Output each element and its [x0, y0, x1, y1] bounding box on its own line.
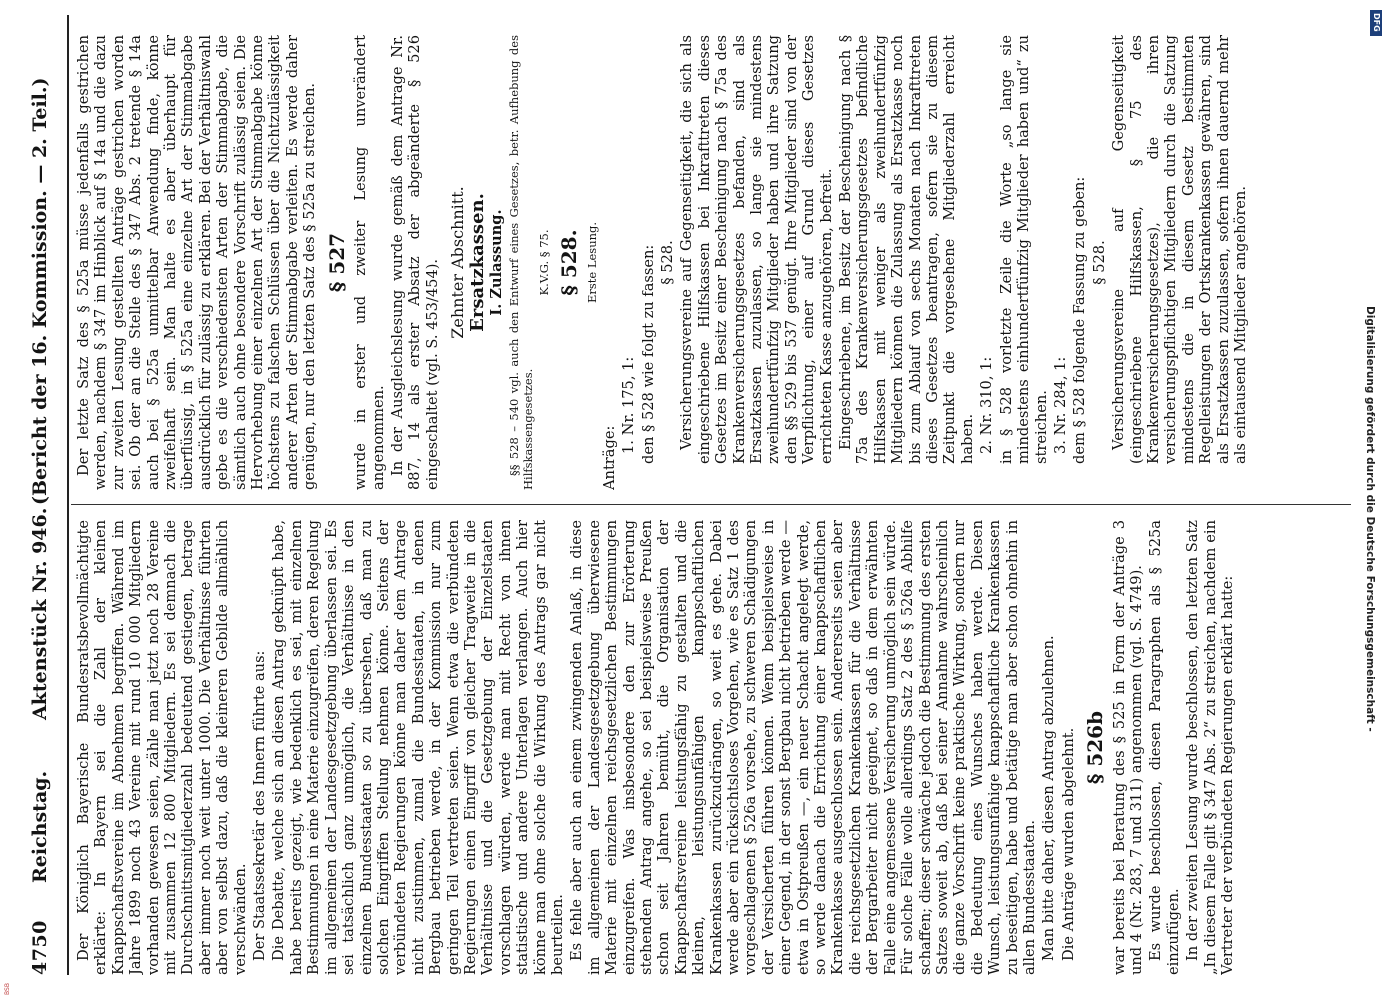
library-mark [4, 975, 14, 997]
reading-label: Erste Lesung. [584, 221, 599, 304]
running-header [25, 15, 69, 975]
column-divider [71, 504, 1351, 505]
paragraph: Man bitte daher, diesen Antrag abzulehnen. [1040, 635, 1058, 961]
paragraph: Es wurde beschlossen, diesen Paragraphen als § 525a einzufügen. [1147, 520, 1182, 975]
footnote-ref: K.V.G. § 75. [537, 229, 552, 296]
paragraph: Die Debatte, welche sich an diesen Antrag geknüpft habe, habe bereits gezeigt, wie bedenklich es sei, mit einzelnen Bestimmungen in eine Materie einzugreifen, deren Regelung im allgemeinen der Landesgesetzgebung überlassen sei. Es sei tatsächlich ganz unmöglich, die Verhältnisse in den einzelnen Bundesstaaten so zu übersehen, daß man zu solchen Eingriffen Stellung nehmen könne. Seitens der verbündeten Regierungen könne man daher dem Antrage nicht zustimmen, zumal die Bundesstaaten, in denen Bergbau betrieben werde, in der Kommission nur zum geringen Teil vertreten seien. Wenn etwa die verbündeten Regierungen einen Eingriff von gleicher Tragweite in die Verhältnisse und die Gesetzgebung der Einzelstaaten vorschlagen würden, werde man mit Recht von ihnen statistische und andere Unterlagen verlangen. Auch hier könne man ohne solche die Wirkung des Antrags gar nicht beurteilen. [270, 520, 566, 975]
motion-1-head: 1. Nr. 175, 1: [620, 356, 638, 454]
motion-1-quote-2: Eingeschriebene, im Besitz der Bescheinigung nach § 75a des Krankenversicherungsgesetzes befindliche Hilfskassen mit weniger als zweihundertfünfzig Mitgliedern können die Zulassung als Ersatzkasse noch bis zum Ablauf von sechs Monaten nach Inkrafttreten dieses Gesetzes beantragen, sofern sie zu diesem Zeitpunkt die vorgesehene Mitgliederzahl erreicht haben. [837, 35, 976, 464]
paragraph: Die Anträge wurden abgelehnt. [1059, 727, 1077, 961]
motion-1-paragraph: § 528. [658, 240, 676, 285]
motion-3-quote: Versicherungsvereine auf Gegenseitigkeit (eingeschriebene Hilfskassen, § 75 des Krankenversicherungsgesetzes), die ihren versicherungspflichtigen Mitgliedern durch die Satzung mindestens die in diesem Gesetz bestimmten Regelleistungen der Ortskrankenkassen gewähren, sind als Ersatzkassen zuzulassen, sofern ihnen dauernd mehr als eintausend Mitglieder angehören. [1110, 35, 1249, 464]
motion-3-text: dem § 528 folgende Fassung zu geben: [1071, 176, 1089, 464]
motion-1-quote-1: Versicherungsvereine auf Gegenseitigkeit, die sich als eingeschriebene Hilfskassen bei Inkrafttreten dieses Gesetzes im Besitz einer Bescheinigung nach § 75a des Krankenversicherungsgesetzes befanden, sind als Ersatzkassen zuzulassen, so lange sie mindestens zweihundertfünfzig Mitglieder haben und ihre Satzung den §§ 529 bis 537 genügt. Ihre Mitglieder sind von der Verpflichtung, einer auf Grund dieses Gesetzes errichteten Kasse anzugehören, befreit. [678, 35, 835, 464]
motion-3-paragraph: § 528. [1090, 240, 1108, 285]
motions-label: Anträge: [600, 425, 618, 490]
motion-3-head: 3. Nr. 284, 1: [1051, 356, 1069, 454]
motion-2-text: in § 528 vorletzte Zeile die Worte „so lange sie mindestens einhundertfünfzig Mitglieder haben und“ zu streichen. [997, 35, 1050, 464]
section-heading-528: § 528. [557, 229, 582, 296]
rotated-page [25, 15, 1355, 975]
motion-1-text: den § 528 wie folgt zu fassen: [639, 244, 657, 464]
paragraph: war bereits bei Beratung des § 525 in Form der Anträge 3 und 4 (Nr. 283, 7 und 311) angenommen (vgl. S. 4749). [1110, 520, 1145, 975]
page-number: 4750 [29, 920, 51, 975]
paragraph: Es fehle aber auch an einem zwingenden Anlaß, in diese im allgemeinen der Landesgesetzgebung überwiesene Materie mit einzelnen reichsgesetzlichen Bestimmungen einzugreifen. Was insbesondere den zur Erörterung stehenden Antrag angehe, so sei beispielsweise Preußen schon seit Jahren bemüht, die Organisation der Knappschaftsvereine leistungsfähig zu gestalten und die kleinen, leistungsunfähigen knappschaftlichen Krankenkassen zurückzudrängen, so weit es gehe. Dabei werde aber ein rücksichtsloses Vorgehen, wie es Satz 1 des vorgeschlagenen § 526a vorsehe, zu schweren Schädigungen der Versicherten führen können. Wenn beispielsweise in einer Gegend, in der sonst Bergbau nicht betrieben werde — etwa in Ostpreußen —, ein neuer Schacht angelegt werde, so werde danach die Errichtung einer knappschaftlichen Krankenkasse ausgeschlossen sein. Andererseits seien aber die reichsgesetzlichen Krankenkassen für die Verhältnisse der Bergarbeiter nicht geeignet, so daß in dem erwähnten Falle eine angemessene Versicherung unmöglich sein würde. Für solche Fälle wolle allerdings Satz 2 des § 526a Abhilfe schaffen; dieser schwäche jedoch die Bestimmung des ersten Satzes soweit ab, daß bei seiner Annahme wahrscheinlich die ganze Vorschrift keine praktische Wirkung, sondern nur die Bedeutung eines Wunsches haben werde. Diesen Wunsch, leistungsunfähige knappschaftliche Krankenkassen zu beseitigen, habe und betätige man aber schon ohnehin in allen Bundesstaaten. [568, 520, 1038, 975]
header-middle: Aktenstück Nr. 946. [29, 507, 51, 720]
section-heading-527: § 527 [324, 232, 349, 293]
library-mark-text: BSB [4, 983, 11, 995]
chapter-heading: Zehnter Abschnitt. [448, 186, 468, 339]
header-right: (Bericht der 16. Kommission. — 2. Teil.) [29, 77, 51, 505]
paragraph: Der letzte Satz des § 525a müsse jedenfalls gestrichen werden, nachdem § 347 im Hinblick auf § 14a und die dazu zur zweiten Lesung gestellten Anträge gestrichen worden sei. Ob der an die Stelle des § 347 Abs. 2 tretende § 14a auch bei § 525a unmittelbar Anwendung finde, könne zweifelhaft sein. Man halte es aber überhaupt für überflüssig, in § 525a eine einzelne Art der Stimmabgabe ausdrücklich für zulässig zu erklären. Bei der Verhältniswahl gebe es die verschiedensten Arten der Stimmabgabe, die sämtlich auch ohne besondere Vorschrift zulässig seien. Die Hervorhebung einer einzelnen Art der Stimmabgabe könne höchstens zu falschen Schlüssen über die Nichtzulässigkeit anderer Arten der Stimmabgabe verleiten. Es werde daher genügen, nur den letzten Satz des § 525a zu streichen. [75, 35, 319, 490]
paragraph: wurde in erster und zweiter Lesung unverändert angenommen. [352, 35, 387, 490]
header-left: Reichstag. [29, 770, 51, 883]
paragraph: Der Königlich Bayerische Bundesratsbevollmächtigte erklärte: In Bayern sei die Zahl der kleinen Knappschaftsvereine im Abnehmen begriffen. Während im Jahre 1899 noch 43 Vereine mit rund 10 000 Mitgliedern vorhanden gewesen seien, zähle man jetzt noch 28 Vereine mit zusammen 12 800 Mitgliedern. Es sei demnach die Durchschnittsmitgliederzahl bedeutend gestiegen, betrage aber immer noch weit unter 1000. Die Verhältnisse führten aber von selbst dazu, daß die kleineren Gebilde allmählich verschwänden. [75, 520, 249, 975]
paragraph: Der Staatssekretär des Innern führte aus: [251, 650, 269, 961]
header-rule [67, 15, 69, 975]
footnote: §§ 528 – 540 vgl. auch den Entwurf eines Gesetzes, betr. Aufhebung des Hilfskassengesetzes. [507, 35, 536, 490]
dfg-logo-text: DFG [1372, 13, 1381, 32]
paragraph: In der Ausgleichslesung wurde gemäß dem Antrage Nr. 887, 14 als erster Absatz der abgeänderte § 526 eingeschaltet (vgl. S. 453/454). [388, 35, 441, 490]
chapter-title: Ersatzkassen. [466, 193, 488, 332]
credit-text: Digitalisierung gefördert durch die Deutsche Forschungsgemeinschaft - [1364, 306, 1376, 732]
section-heading-526b: § 526b [1083, 710, 1108, 785]
paragraph: In der zweiten Lesung wurde beschlossen, den letzten Satz „In diesem Falle gilt § 347 Abs. 2“ zu streichen, nachdem ein Vertreter der verbündeten Regierungen erklärt hatte: [1184, 520, 1236, 975]
subsection-heading: I. Zulassung. [487, 209, 505, 316]
motion-2-head: 2. Nr. 310, 1: [978, 356, 996, 454]
dfg-logo [1370, 10, 1382, 36]
right-column [75, 35, 1345, 490]
digitization-credit [1364, 6, 1384, 994]
left-column [75, 520, 1345, 975]
